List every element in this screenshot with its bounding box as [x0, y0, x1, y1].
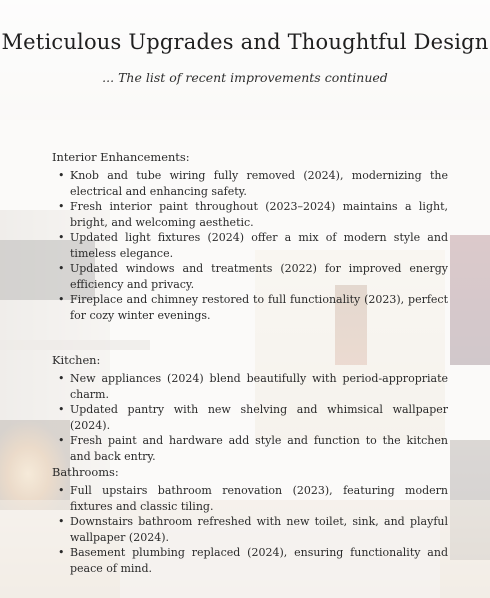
- list-item: • Fresh interior paint throughout (2023–2024) maintains a light, bright, and welcoming aesthetic.: [70, 199, 448, 230]
- page-title: Meticulous Upgrades and Thoughtful Design: [1, 30, 489, 54]
- list-item: • Updated light fixtures (2024) offer a mix of modern style and timeless elegance.: [70, 230, 448, 261]
- section-heading: Interior Enhancements:: [52, 150, 190, 164]
- bullet-list: [52, 371, 448, 464]
- page-subtitle: ... The list of recent improvements continued: [102, 70, 388, 85]
- list-item: • Knob and tube wiring fully removed (2024), modernizing the electrical and enhancing safety.: [70, 168, 448, 199]
- section-bathrooms: [52, 465, 448, 576]
- list-item: • New appliances (2024) blend beautifully with period-appropriate charm.: [70, 371, 448, 402]
- section-heading: Bathrooms:: [52, 465, 119, 479]
- list-item: • Downstairs bathroom refreshed with new toilet, sink, and playful wallpaper (2024).: [70, 514, 448, 545]
- bullet-list: [52, 168, 448, 323]
- list-item: • Fresh paint and hardware add style and function to the kitchen and back entry.: [70, 433, 448, 464]
- section-interior-enhancements: [52, 150, 448, 323]
- list-item: • Full upstairs bathroom renovation (2023), featuring modern fixtures and classic tiling.: [70, 483, 448, 514]
- list-item: • Updated windows and treatments (2022) for improved energy efficiency and privacy.: [70, 261, 448, 292]
- section-heading: Kitchen:: [52, 353, 101, 367]
- list-item: • Fireplace and chimney restored to full functionality (2023), perfect for cozy winter evenings.: [70, 292, 448, 323]
- section-kitchen: [52, 353, 448, 464]
- bullet-list: [52, 483, 448, 576]
- list-item: • Updated pantry with new shelving and whimsical wallpaper (2024).: [70, 402, 448, 433]
- list-item: • Basement plumbing replaced (2024), ensuring functionality and peace of mind.: [70, 545, 448, 576]
